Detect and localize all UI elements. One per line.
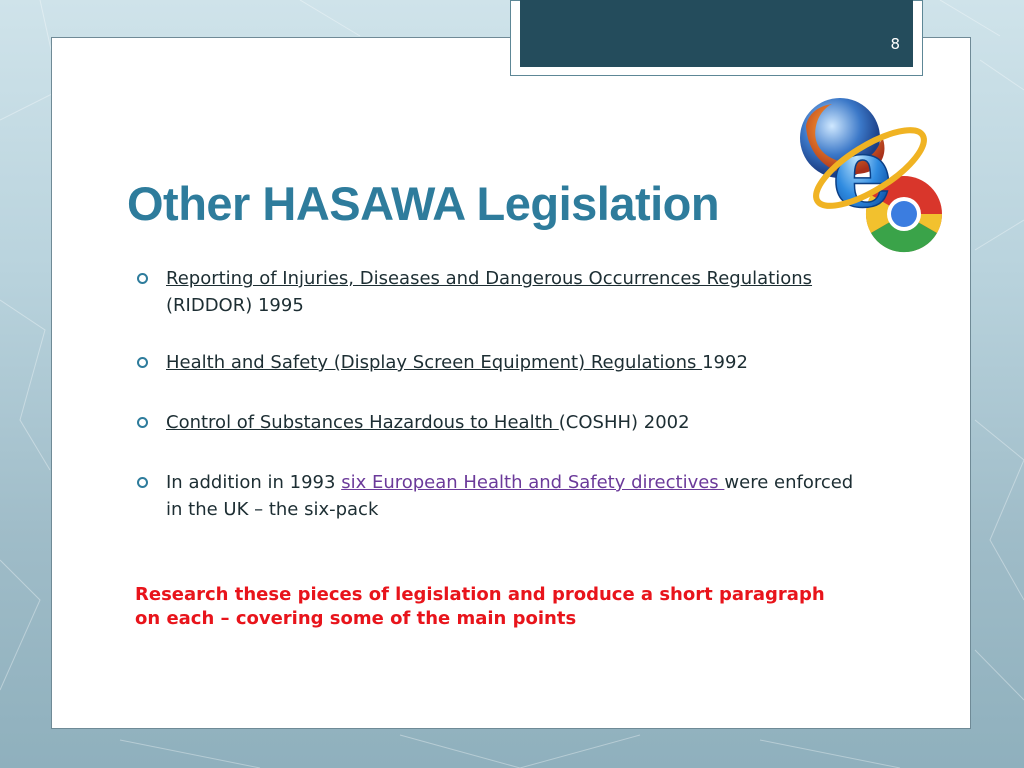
bullet-text: were enforced in the UK – the six-pack <box>166 472 854 520</box>
list-item <box>135 469 855 523</box>
browser-logos <box>798 96 948 256</box>
list-item <box>135 409 855 436</box>
svg-text:e: e <box>832 116 894 229</box>
bullet-icon <box>137 357 148 368</box>
list-item <box>135 349 855 376</box>
research-instruction: Research these pieces of legislation and produce a short paragraph on each – covering some of the main points <box>135 584 825 629</box>
bullet-text: (RIDDOR) 1995 <box>166 295 304 316</box>
coshh-link[interactable]: Control of Substances Hazardous to Health <box>166 412 559 433</box>
bullet-text: (COSHH) 2002 <box>558 412 690 433</box>
riddor-link[interactable]: Reporting of Injuries, Diseases and Dangerous Occurrences Regulations <box>166 268 813 289</box>
european-directives-link[interactable]: six European Health and Safety directives <box>341 472 725 493</box>
bullet-icon <box>137 477 148 488</box>
bullet-prefix-text: In addition in 1993 <box>166 472 342 493</box>
bullet-icon <box>137 417 148 428</box>
list-item <box>135 265 855 319</box>
bullet-icon <box>137 273 148 284</box>
bullet-text: 1992 <box>702 352 748 373</box>
dse-regulations-link[interactable]: Health and Safety (Display Screen Equipment) Regulations <box>166 352 703 373</box>
page-number: 8 <box>890 35 900 53</box>
slide-title: Other HASAWA Legislation <box>127 177 720 230</box>
header-tab <box>520 0 913 67</box>
